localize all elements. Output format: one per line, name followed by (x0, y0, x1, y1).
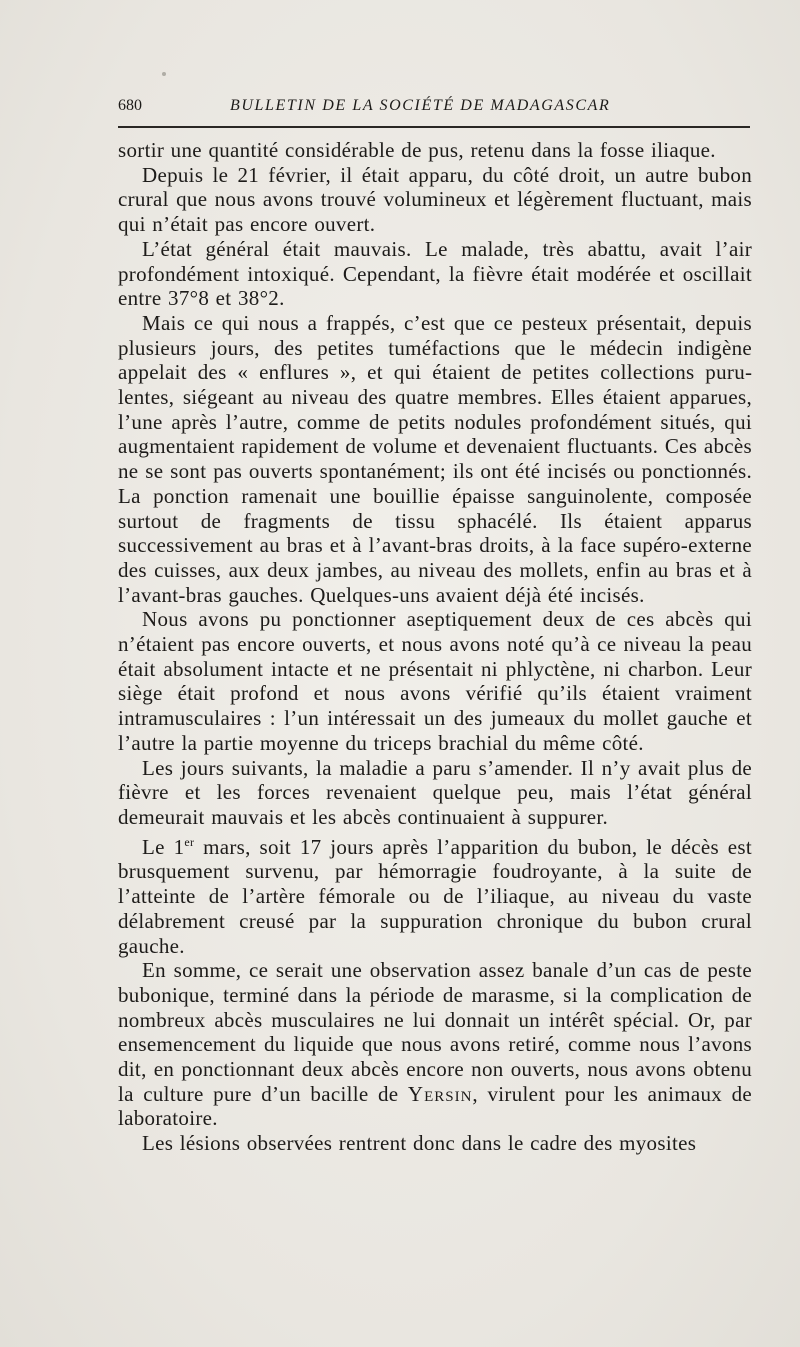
author-name: Yersin (407, 1081, 473, 1106)
text-run: Le (142, 834, 174, 859)
paragraph: Depuis le 21 février, il était apparu, du côté droit, un autre bubon crural que nous avons trouvé volumineux et légèrement fluctuant, mais qui n’était pas encore ouvert. (118, 162, 752, 237)
body-text (118, 138, 752, 1156)
paragraph (118, 958, 752, 1131)
paragraph: Mais ce qui nous a frappés, c’est que ce pesteux présentait, depuis plusieurs jours, des petites tuméfactions que le médecin indigène appelait des « enflures », et qui étaient de petites collections purulentes, siégeant au niveau des quatre membres. Elles étaient apparues, l’une après l’autre, comme de petits nodules profondément situés, qui augmentaient rapidement de volume et devenaient fluctuants. Ces abcès ne se sont pas ouverts spontanément; ils ont été incisés ou ponctionnés. La ponction ramenait une bouillie épaisse sanguinolente, composée surtout de fragments de tissu sphacélé. Ils étaient apparus successivement au bras et à l’avant-bras droits, à la face supéro-externe des cuisses, aux deux jambes, au niveau des mollets, enfin au bras et à l’avant-bras gauches. Quelques-uns avaient déjà été incisés. (118, 310, 752, 607)
paragraph: Les lésions observées rentrent donc dans le cadre des myosites (142, 1131, 697, 1156)
text-run: En somme, ce serait une observation assez banale d’un cas de peste bubonique, terminé dans la période de marasme, si la complication de nombreux abcès musculaires ne lui donnait un intérêt spécial. Or, par ensemencement du liquide que nous avons retiré, comme nous l’avons dit, en ponctionnant deux abcès encore non ouverts, nous avons obtenu la culture pure d’un bacille de (118, 958, 752, 1106)
paragraph: sortir une quantité considérable de pus, retenu dans la fosse iliaque. (118, 138, 716, 162)
paragraph: L’état général était mauvais. Le malade, très abattu, avait l’air profondément intoxiqué. Cependant, la fièvre était modérée et oscillait entre 37°8 et 38°2. (118, 236, 752, 311)
header-rule (118, 126, 750, 128)
running-header (118, 93, 750, 117)
journal-title: BULLETIN DE LA SOCIÉTÉ DE MADAGASCAR (230, 97, 611, 114)
page-number: 680 (118, 97, 142, 114)
paragraph: Nous avons pu ponctionner aseptiquement deux de ces abcès qui n’étaient pas encore ouverts, et nous avons noté qu’à ce niveau la peau était absolument intacte et ne présentait ni phlyctène, ni charbon. Leur siège était profond et nous avons vérifié qu’ils étaient vraiment intramusculaires : l’un intéressait un des jumeaux du mollet gauche et l’autre la partie moyenne du triceps brachial du même côté. (118, 607, 752, 755)
paper-speck (162, 72, 166, 76)
text-run: mars, soit 17 jours après l’apparition du bubon, le décès est brusquement survenu, par hémorragie foudroyante, à la suite de l’atteinte de l’artère fémorale ou de l’iliaque, au niveau du vaste délabrement creusé par la suppuration chronique du bubon crural gauche. (118, 834, 752, 958)
paragraph (118, 830, 752, 959)
ordinal-number: 1 (173, 834, 185, 859)
ordinal-suffix: er (184, 834, 195, 849)
paragraph: Les jours suivants, la maladie a paru s’amender. Il n’y avait plus de fièvre et les forces revenaient quelque peu, mais l’état général demeurait mauvais et les abcès continuaient à suppurer. (118, 755, 752, 829)
text-run: , virulent pour les animaux de laboratoire. (118, 1081, 752, 1131)
